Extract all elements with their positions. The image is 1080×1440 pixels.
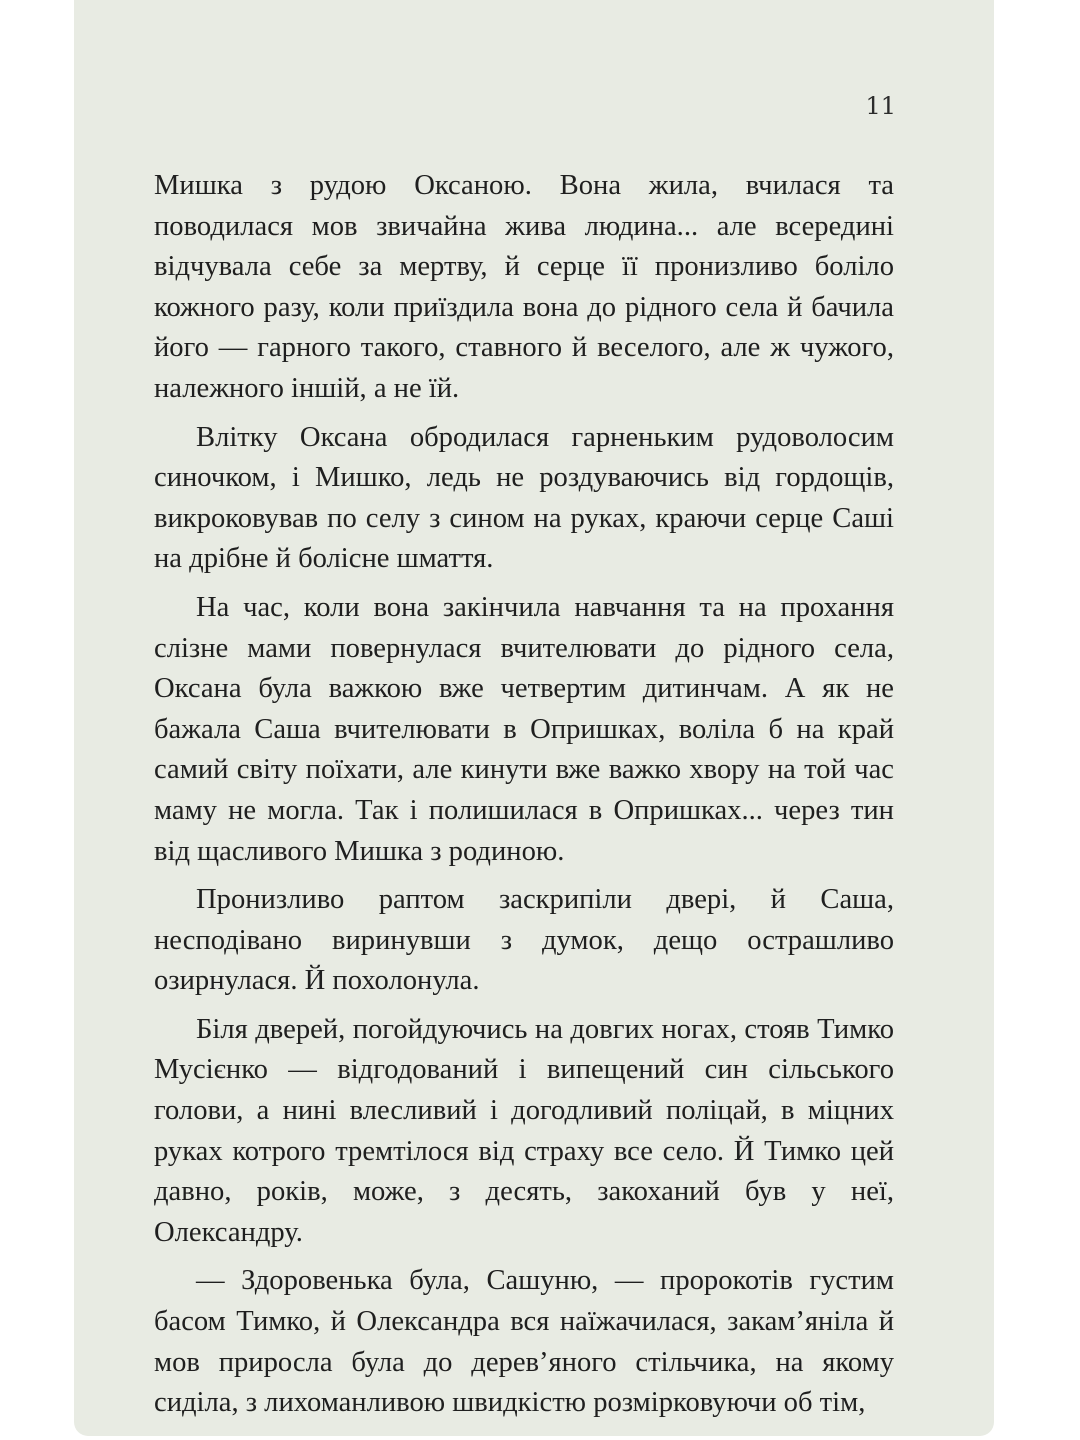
paragraph: — Здоровенька була, Сашуню, — пророкотів густим басом Тимко, й Олександра вся наїжачилася, закам’яніла й мов приросла була до дерев’яного стільчика, на якому сиділа, з лихоманливою швидкістю розмірковуючи об тім, bbox=[154, 1265, 894, 1419]
page-number: 11 bbox=[865, 92, 896, 120]
paragraph: Пронизливо раптом заскрипіли двері, й Саша, несподівано виринувши з думок, дещо острашливо озирнулася. Й похолонула. bbox=[154, 884, 894, 997]
paragraph: Влітку Оксана обродилася гарненьким рудоволосим синочком, і Мишко, ледь не роздуваючись від гордощів, викроковував по селу з сином на руках, краючи серце Саші на дрібне й болісне шмаття. bbox=[154, 421, 894, 575]
paragraph: На час, коли вона закінчила навчання та на прохання слізне мами повернулася вчителювати до рідного села, Оксана була важкою вже четвертим дитинчам. А як не бажала Саша вчителювати в Опришках, воліла б на край самий світу поїхати, але кинути вже важко хвору на той час маму не могла. Так і полишилася в Опришках... через тин від щасливого Мишка з родиною. bbox=[154, 591, 894, 867]
paragraph: Біля дверей, погойдуючись на довгих ногах, стояв Тимко Мусієнко — відгодований і випещений син сільського голови, а нині влесливий і догодливий поліцай, в міцних руках котрого тремтілося від страху все село. Й Тимко цей давно, років, може, з десять, закоханий був у неї, Олександру. bbox=[154, 1013, 894, 1248]
paragraph: Мишка з рудою Оксаною. Вона жила, вчилася та поводилася мов звичайна жива людина... але всередині відчувала себе за мертву, й серце її пронизливо боліло кожного разу, коли приїздила вона до рідного села й бачила його — гарного такого, ставного й веселого, але ж чужого, належного іншій, а не їй. bbox=[154, 170, 894, 404]
body-text bbox=[154, 166, 894, 1432]
book-page bbox=[74, 0, 994, 1436]
